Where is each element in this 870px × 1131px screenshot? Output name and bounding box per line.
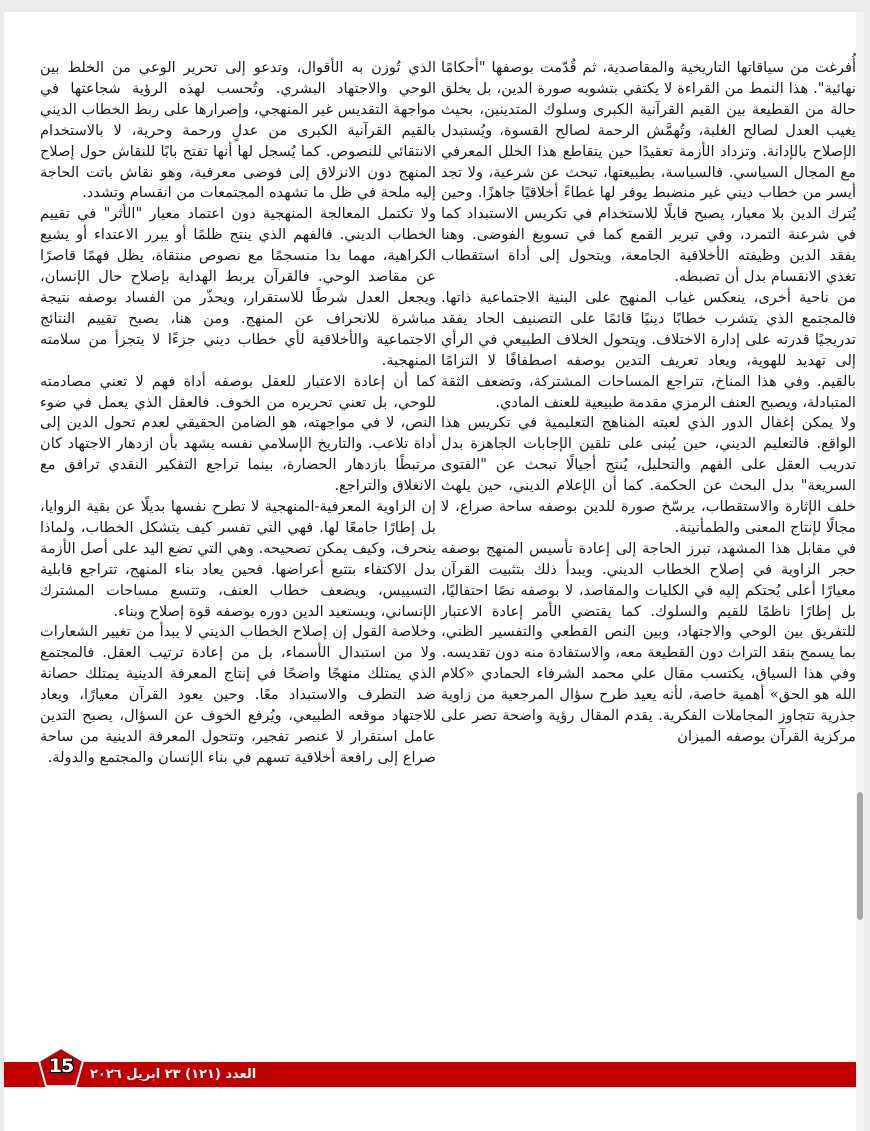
scrollbar-thumb[interactable] (857, 792, 863, 920)
page-number: 15 (48, 1055, 74, 1077)
paragraph: ولا يمكن إغفال الدور الذي لعبته المناهج التعليمية في تكريس هذا الواقع. فالتعليم الديني، حين يُبنى على تلقين الإجابات الجاهزة بدل تدريب العقل على الفهم والتحليل، يُنتج أجيالًا تبحث عن "الفتوى السريعة" بدل البحث عن الحكمة. كما أن الإعلام الديني، حين يلهث خلف الإثارة والاستقطاب، يرسّخ صورة للدين بوصفه ساحة صراع، لا مجالًا لإنتاج المعنى والطمأنينة. (441, 414, 856, 536)
paragraph: كما أن إعادة الاعتبار للعقل بوصفه أداة فهم لا تعني مصادمته للوحي، بل تعني تحريره من الخوف. فالعقل الذي يعمل في ضوء النص، لا في مواجهته، هو الضامن الحقيقي لعدم تحول الدين إلى أداة تلاعب. والتاريخ الإسلامي نفسه يشهد بأن ازدهار الاجتهاد كان مرتبطًا بازدهار الحضارة، بينما تراجع التفكير النقدي ترافق مع الانغلاق والتراجع. (40, 372, 436, 495)
issue-info: العدد (١٢١) ٢٣ ابريل ٢٠٢٦ (90, 1067, 257, 1082)
paragraph: ولا تكتمل المعالجة المنهجية دون اعتماد معيار "الأثر" في تقييم الخطاب الديني. فالفهم الذي ينتج ظلمًا أو يبرر الاعتداء أو يشيع الكراهية، مهما بدا منسجمًا مع نصوص منتقاة، يظل فهمًا قاصرًا عن مقاصد الوحي. فالقرآن يربط الهداية بإصلاح حال الإنسان، ويجعل العدل شرطًا للاستقرار، ويحذّر من الفساد بوصفه نتيجة مباشرة للانحراف عن المنهج. ومن هنا، يصبح تقييم النتائج الاجتماعية والأخلاقية لأي خطاب ديني جزءًا لا يتجزأ من سلامته المنهجية. (40, 205, 436, 369)
page-number-badge (38, 1047, 84, 1087)
paragraph: في مقابل هذا المشهد، تبرز الحاجة إلى إعادة تأسيس المنهج بوصفه حجر الزاوية في إصلاح الخطاب الديني. ويبدأ ذلك بتثبيت القرآن معيارًا أعلى يُحتكم إليه في الكليات والمقاصد، لا بوصفه نصًا احتفاليًا، بل إطارًا ناظمًا للقيم والسلوك. كما يقتضي الأمر إعادة الاعتبار للتفريق بين الوحي والاجتهاد، وبين النص القطعي والتفسير الظني، بما يسمح بنقد التراث دون القطيعة معه، والاستفادة منه دون تقديسه. (441, 539, 856, 662)
article-column-left (40, 58, 436, 769)
paragraph: أُفرغت من سياقاتها التاريخية والمقاصدية، ثم قُدّمت بوصفها "أحكامًا نهائية". هذا النمط من القراءة لا يكتفي بتشويه صورة الدين، بل يخلق حالة من القطيعة بين القيم القرآنية الكبرى وسلوك المتدينين، بحيث يغيب العدل لصالح الغلبة، وتُهمَّش الرحمة لصالح القسوة، ويُستبدل الإصلاح بالإدانة. وتزداد الأزمة تعقيدًا حين يتقاطع هذا الخلل المعرفي مع المجال السياسي. فالسياسة، بطبيعتها، تبحث عن شرعية، ولا تجد أيسر من خطاب ديني غير منضبط يوفر لها غطاءً أخلاقيًا جاهزًا. وحين يُترك الدين بلا معيار، يصبح قابلًا للاستخدام في تكريس الاستبداد كما في شرعنة التمرد، وفي تبرير القمع كما في تسويغ الفوضى. وهنا يفقد الدين وظيفته الأخلاقية الجامعة، ويتحول إلى أداة استقطاب تغذي الانقسام بدل أن تضبطه. (441, 59, 856, 286)
paragraph: وفي هذا السياق، يكتسب مقال علي محمد الشرفاء الحمادي «كلام الله هو الحق» أهمية خاصة، لأنه يعيد طرح سؤال المرجعية من زاوية جذرية تتجاوز المجاملات الفكرية. يقدم المقال رؤية واضحة تصر على مركزية القرآن بوصفه الميزان (441, 665, 856, 745)
scrollbar-track[interactable] (856, 12, 864, 1131)
paragraph: وخلاصة القول إن إصلاح الخطاب الديني لا يبدأ من تغيير الشعارات ولا من استبدال الأسماء، بل من إعادة ترتيب العقل. فالمجتمع الذي يمتلك منهجًا واضحًا في إنتاج المعرفة الدينية يمتلك حصانة ضد التطرف والاستبداد معًا. وحين يعود القرآن معيارًا، ويعاد للاجتهاد موقعه الطبيعي، ويُرفع الخوف عن السؤال، يصبح التدين عامل استقرار لا عنصر تفجير، وتتحول المعرفة الدينية من ساحة صراع إلى رافعة أخلاقية تسهم في بناء الإنسان والمجتمع والدولة. (40, 623, 436, 766)
paragraph: الذي تُوزن به الأقوال، وتدعو إلى تحرير الوعي من الخلط بين الوحي والاجتهاد البشري. وتُحسب لهذه الرؤية شجاعتها في مواجهة التقديس غير المنهجي، وإصرارها على ربط الخطاب الديني بالقيم القرآنية الكبرى من عدلٍ ورحمة وحرية، لا بالاستخدام الانتقائي للنصوص. كما يُسجل لها أنها تفتح بابًا للنقاش حول إصلاح المنهج دون الانزلاق إلى فوضى معرفية، وهو نقاش باتت الحاجة إليه ملحة في ظل ما تشهده المجتمعات من انقسام وتشدد. (40, 59, 436, 202)
paragraph: إن الزاوية المعرفية-المنهجية لا تطرح نفسها بديلًا عن بقية الزوايا، بل إطارًا جامعًا لها. فهي التي تفسر كيف يتشكل الخطاب، ولماذا ينحرف، وكيف يمكن تصحيحه. وهي التي تضع اليد على أصل الأزمة بدل الاكتفاء بتتبع أعراضها. فحين يعاد بناء المنهج، تتراجع قابلية التسييس، ويضعف خطاب العنف، وتتسع مساحات المشترك الإنساني، ويستعيد الدين دوره بوصفه قوة إصلاح وبناء. (40, 498, 436, 620)
article-column-right (441, 58, 856, 748)
paragraph: من ناحية أخرى، ينعكس غياب المنهج على البنية الاجتماعية ذاتها. فالمجتمع الذي يتشرب خطابًا دينيًا قائمًا على التصنيف الحاد يفقد تدريجيًا قدرته على إدارة الاختلاف. ويتحول الخلاف الطبيعي في الرأي إلى تهديد للهوية، ويعاد تعريف التدين بوصفه اصطفافًا لا التزامًا بالقيم. وفي هذا المناخ، تتراجع المساحات المشتركة، وتضعف الثقة المتبادلة، ويصبح العنف الرمزي مقدمة طبيعية للعنف المادي. (441, 288, 856, 411)
